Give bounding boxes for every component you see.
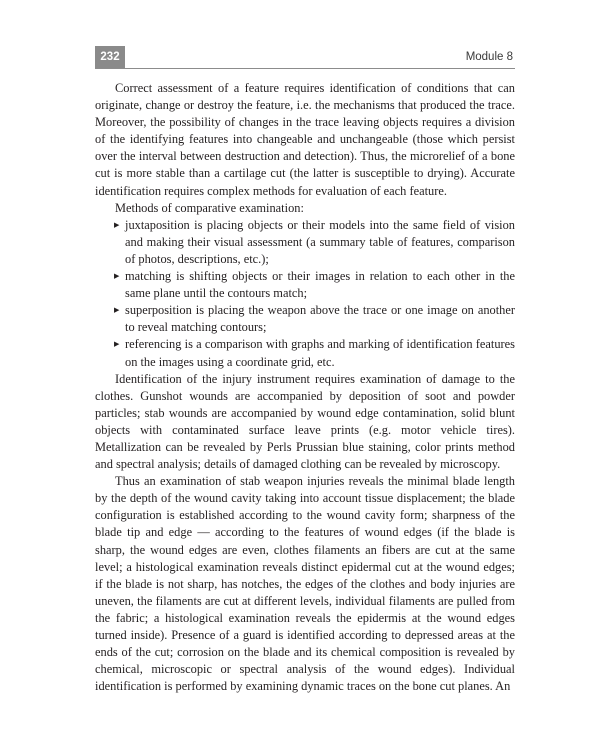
- list-item-text: juxtaposition is placing objects or their models into the same field of vision and making their visual assessment (a summary table of features, comparison of photos, descriptions, etc.);: [125, 217, 515, 266]
- triangle-bullet-icon: ▶: [114, 272, 120, 281]
- list-item: [95, 336, 515, 370]
- list-item: [95, 268, 515, 302]
- list-item-text: matching is shifting objects or their images in relation to each other in the same plane until the contours match;: [125, 269, 515, 301]
- page-header: [95, 46, 515, 69]
- methods-intro: Methods of comparative examination:: [115, 200, 304, 215]
- triangle-bullet-icon: ▶: [114, 306, 120, 315]
- list-item: [95, 302, 515, 336]
- list-item-text: superposition is placing the weapon above the trace or one image on another to reveal matching contours;: [125, 303, 515, 335]
- module-label: Module 8: [465, 51, 513, 63]
- methods-list: [95, 217, 515, 371]
- triangle-bullet-icon: ▶: [114, 220, 120, 229]
- page-body: [95, 80, 515, 695]
- page-number: 232: [95, 46, 125, 68]
- paragraph-feature-assessment: Correct assessment of a feature requires identification of conditions that can originate, change or destroy the feature, i.e. the mechanisms that produced the trace. Moreover, the possibility of changes in the trace leaving objects requires a division of the identifying features into changeable and unchangeable (those which persist over the interval between destruction and detection). Thus, the microrelief of a bone cut is more stable than a cartilage cut (the latter is susceptible to drying). Accurate identification requires complex methods for evaluation of each feature.: [95, 81, 515, 198]
- list-item-text: referencing is a comparison with graphs and marking of identification features on the images using a coordinate grid, etc.: [125, 337, 515, 369]
- paragraph-clothing-damage: Identification of the injury instrument requires examination of damage to the clothes. Gunshot wounds are accompanied by deposition of soot and powder particles; stab wounds are accompanied by wound edge contamination, solid blunt objects with contaminated surface leave prints (e.g. motor vehicle tires). Metallization can be revealed by Perls Prussian blue staining, color prints method and spectral analysis; details of damaged clothing can be revealed by microscopy.: [95, 371, 515, 472]
- list-item: [95, 217, 515, 268]
- triangle-bullet-icon: ▶: [114, 340, 120, 349]
- paragraph-stab-injuries: Thus an examination of stab weapon injuries reveals the minimal blade length by the depth of the wound cavity taking into account tissue displacement; the blade configuration is established according to the wound cavity form; sharpness of the blade tip and edge — according to the features of wound edges (if the blade is sharp, the wound edges are even, clothes filaments an fibers are cut at the same level; a histological examination reveals distinct epidermal cut at the wound edges; if the blade is not sharp, has notches, the edges of the clothes and body injuries are uneven, the filaments are cut at different levels, individual filaments are pulled from the fabric; a histological examination reveals the epidermis at the wound edges turned inside). Presence of a guard is identified according to depressed areas at the ends of the cut; corrosion on the blade and its chemical composition is revealed by chemical, microscopic or spectral analysis of the wound edges). Individual identification is performed by examining dynamic traces on the bone cut planes. An: [95, 474, 515, 694]
